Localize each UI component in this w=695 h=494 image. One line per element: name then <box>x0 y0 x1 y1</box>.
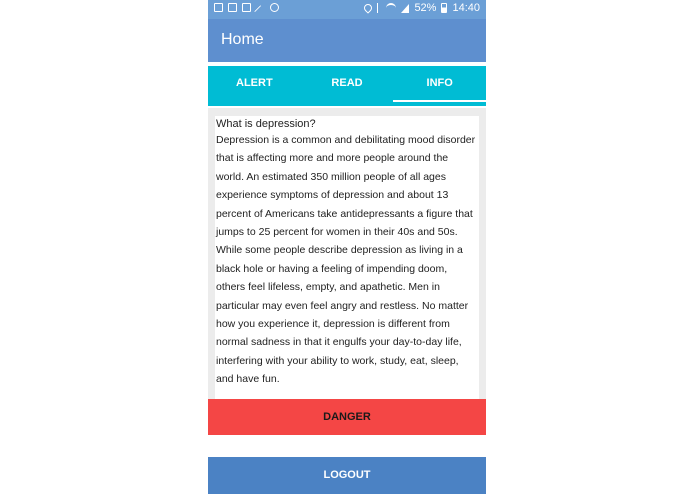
logout-button[interactable]: LOGOUT <box>208 457 486 494</box>
bluetooth-icon <box>377 3 381 13</box>
mute-icon <box>254 5 267 18</box>
info-body: Depression is a common and debilitating mood disorder that is affecting more and more people around the world. An estimated 350 million people of all ages experience symptoms of depression and about 13 percent of Americans take antidepressants a figure that jumps to 25 percent for women in their 40s and 50s. While some people describe depression as living in a black hole or having a feeling of impending doom, others feel lifeless, empty, and apathetic. Men in particular may even feel angry and restless. No matter how you experience it, depression is different from normal sadness in that it engulfs your day-to-day life, interfering with your ability to work, study, eat, sleep, and have fun. <box>216 134 476 386</box>
gallery-icon <box>228 3 237 12</box>
tab-info[interactable]: INFO <box>393 66 486 106</box>
location-icon <box>363 2 374 13</box>
status-bar <box>208 0 486 19</box>
page-title: Home <box>221 31 264 48</box>
cloud-icon <box>270 3 279 12</box>
notification-icons <box>214 3 279 16</box>
tab-alert[interactable]: ALERT <box>236 77 273 89</box>
image-icon <box>214 3 223 12</box>
system-icons <box>364 2 480 14</box>
wifi-icon <box>386 3 396 13</box>
tab-bar <box>208 66 486 106</box>
info-card[interactable] <box>215 116 479 400</box>
info-heading: What is depression? <box>216 118 316 130</box>
danger-button[interactable]: DANGER <box>208 399 486 435</box>
clock: 14:40 <box>452 2 480 14</box>
tab-read[interactable]: READ <box>331 77 363 89</box>
phone-screen <box>208 0 486 494</box>
edit-icon <box>242 3 251 12</box>
app-bar <box>208 19 486 62</box>
battery-percent: 52% <box>414 2 437 14</box>
battery-icon <box>441 3 447 13</box>
signal-icon <box>401 4 409 13</box>
